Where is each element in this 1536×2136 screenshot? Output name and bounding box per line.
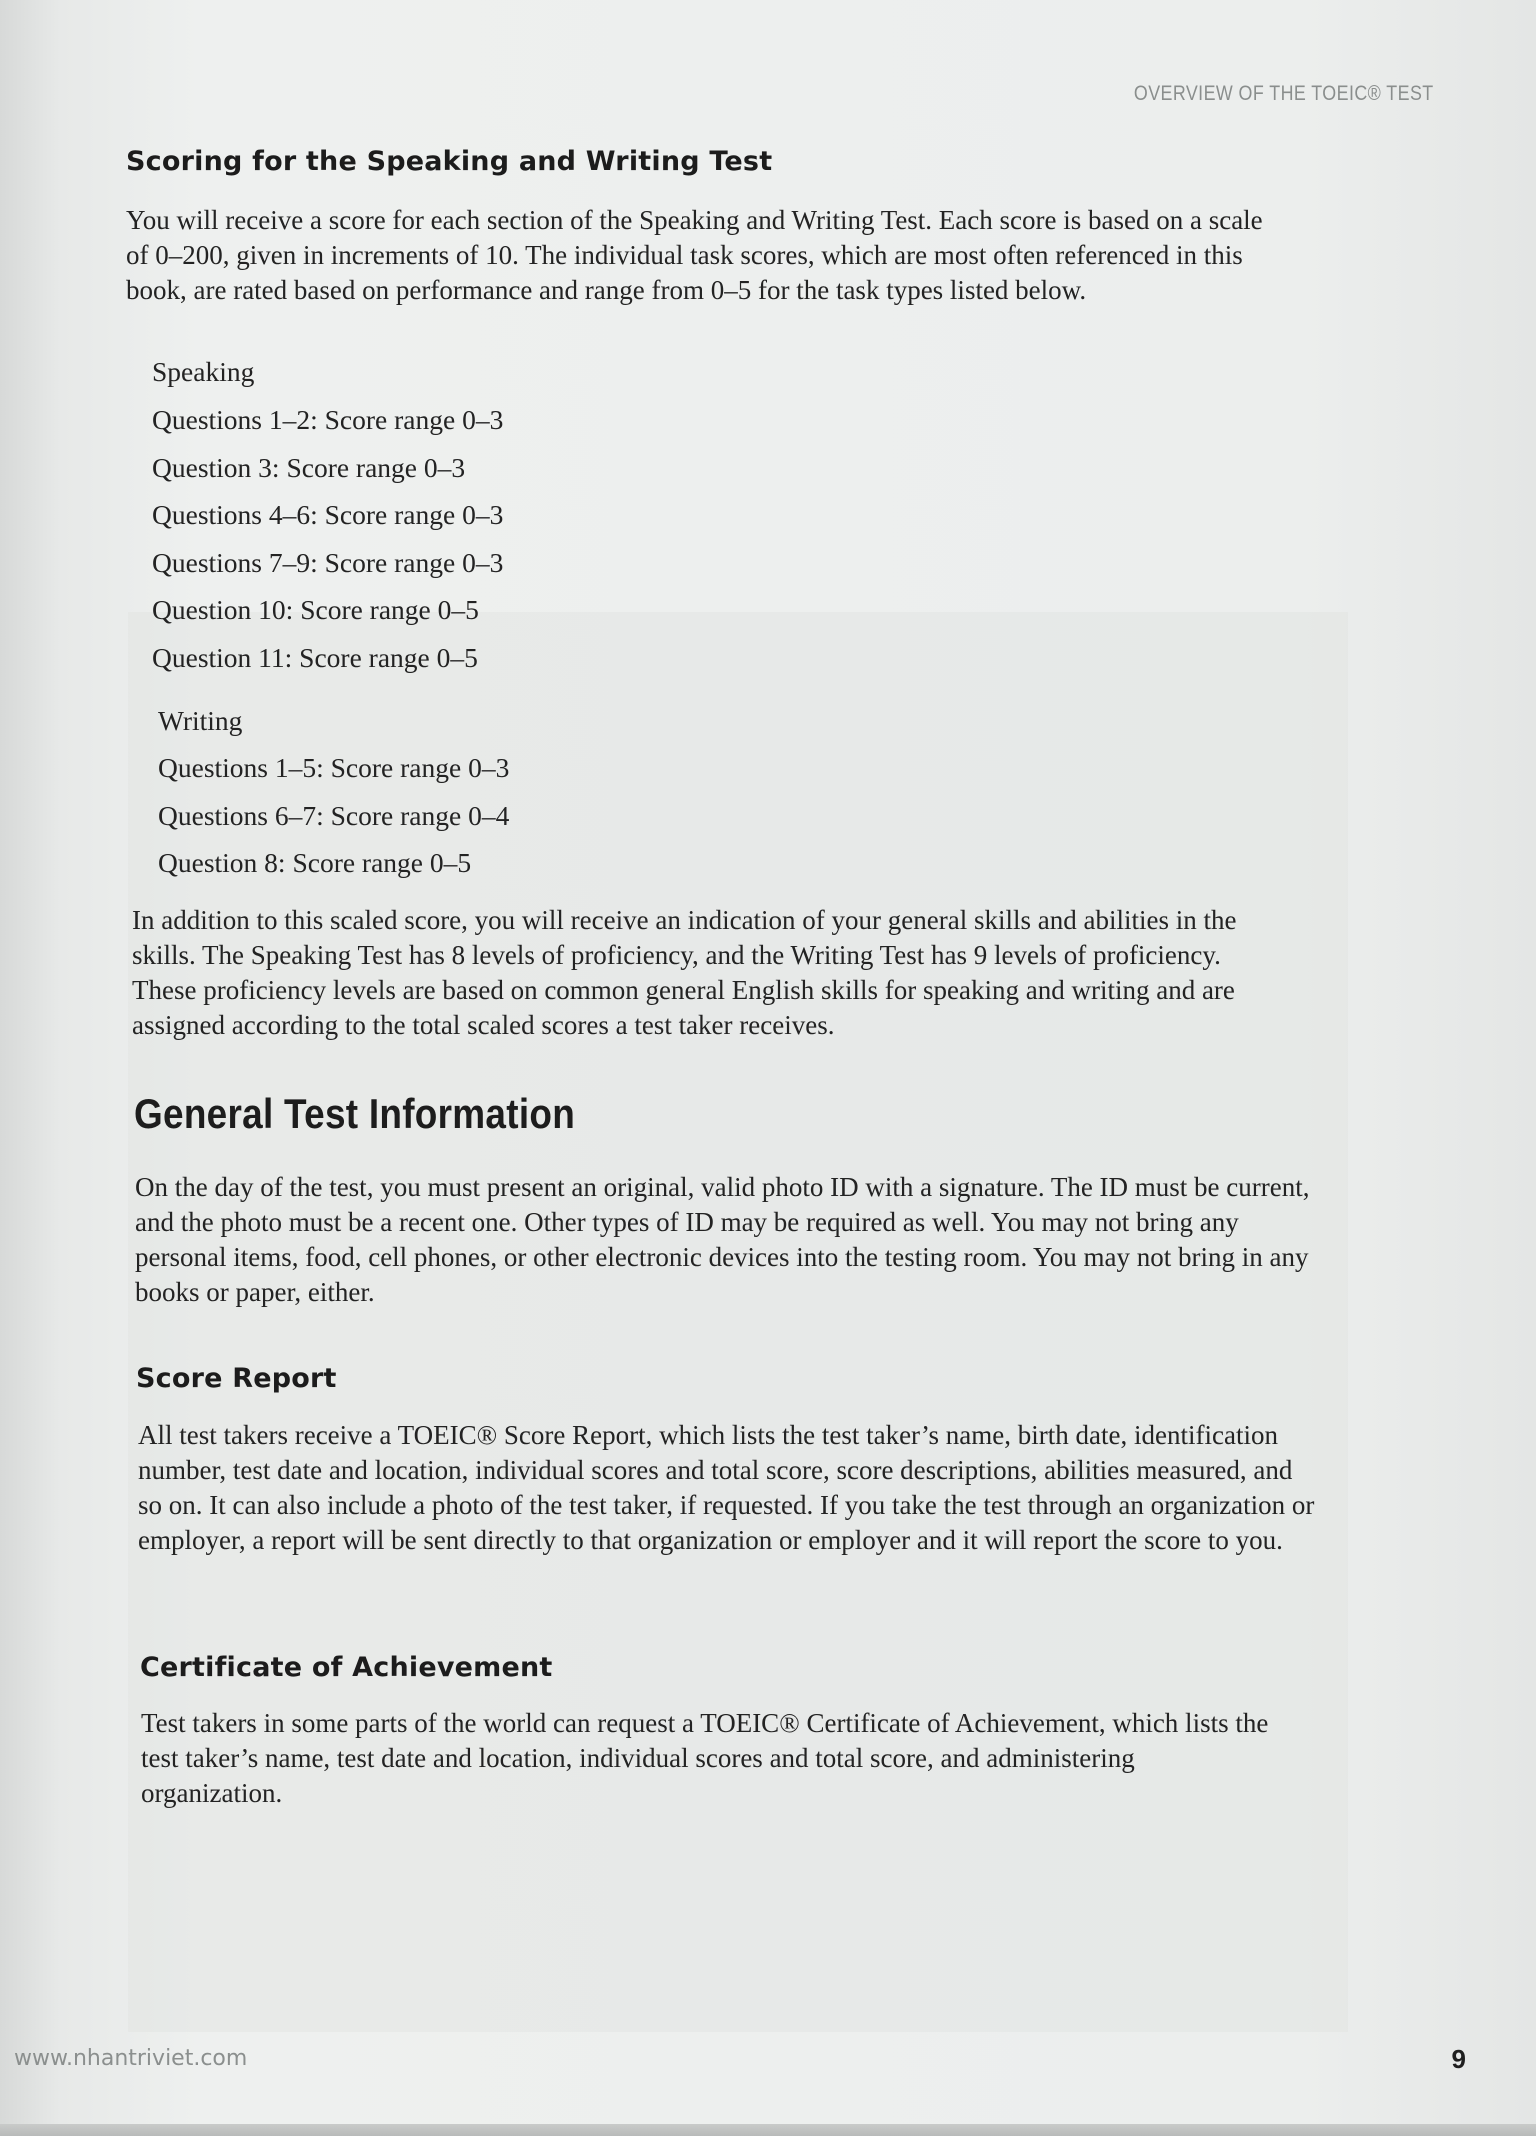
speaking-items [152, 396, 503, 681]
speaking-item: Questions 7–9: Score range 0–3 [152, 546, 504, 578]
running-head: OVERVIEW OF THE TOEIC® TEST [1134, 82, 1434, 105]
writing-items [158, 744, 509, 887]
score-report-heading: Score Report [136, 1363, 337, 1394]
speaking-item: Question 10: Score range 0–5 [152, 594, 479, 625]
speaking-item: Questions 1–2: Score range 0–3 [152, 404, 504, 435]
speaking-item: Question 11: Score range 0–5 [152, 641, 478, 673]
scoring-heading: Scoring for the Speaking and Writing Test [126, 146, 773, 177]
speaking-list [152, 348, 503, 681]
speaking-item: Questions 4–6: Score range 0–3 [152, 499, 504, 530]
writing-list [158, 698, 509, 887]
writing-item: Questions 6–7: Score range 0–4 [158, 799, 510, 831]
writing-label: Writing [158, 705, 243, 736]
proficiency-paragraph: In addition to this scaled score, you will receive an indication of your general skills and abilities in the skills. The Speaking Test has 8 levels of proficiency, and the Writing Test has 9 levels of proficiency. These proficiency levels are based on common general English skills for speaking and writing and are assigned according to the total scaled scores a test taker receives. [132, 905, 1237, 1040]
certificate-heading: Certificate of Achievement [140, 1652, 553, 1683]
writing-item: Question 8: Score range 0–5 [158, 847, 472, 878]
certificate-paragraph: Test takers in some parts of the world can request a TOEIC® Certificate of Achievement, which lists the test taker’s name, test date and location, individual scores and total score, and administering organization. [141, 1708, 1269, 1808]
speaking-item: Question 3: Score range 0–3 [152, 451, 466, 483]
page-number: 9 [1451, 2044, 1466, 2074]
scoring-intro-paragraph: You will receive a score for each section of the Speaking and Writing Test. Each score is based on a scale of 0–200, given in increments of 10. The individual task scores, which are most often referenced in this book, are rated based on performance and range from 0–5 for the task types listed below. [126, 205, 1263, 305]
general-info-paragraph: On the day of the test, you must present an original, valid photo ID with a signature. The ID must be current, and the photo must be a recent one. Other types of ID may be required as well. You may not bring any personal items, food, cell phones, or other electronic devices into the testing room. You may not bring in any books or paper, either. [135, 1172, 1310, 1307]
writing-item: Questions 1–5: Score range 0–3 [158, 752, 510, 783]
general-info-heading: General Test Information [134, 1090, 576, 1137]
speaking-label: Speaking [152, 356, 255, 387]
footer-url: www.nhantriviet.com [14, 2046, 248, 2071]
score-report-paragraph: All test takers receive a TOEIC® Score Report, which lists the test taker’s name, birth date, identification number, test date and location, individual scores and total score, score descriptions, abilities measured, and so on. It can also include a photo of the test taker, if requested. If you take the test through an organization or employer, a report will be sent directly to that organization or employer and it will report the score to you. [138, 1420, 1315, 1555]
page-bottom-edge [0, 2124, 1536, 2136]
